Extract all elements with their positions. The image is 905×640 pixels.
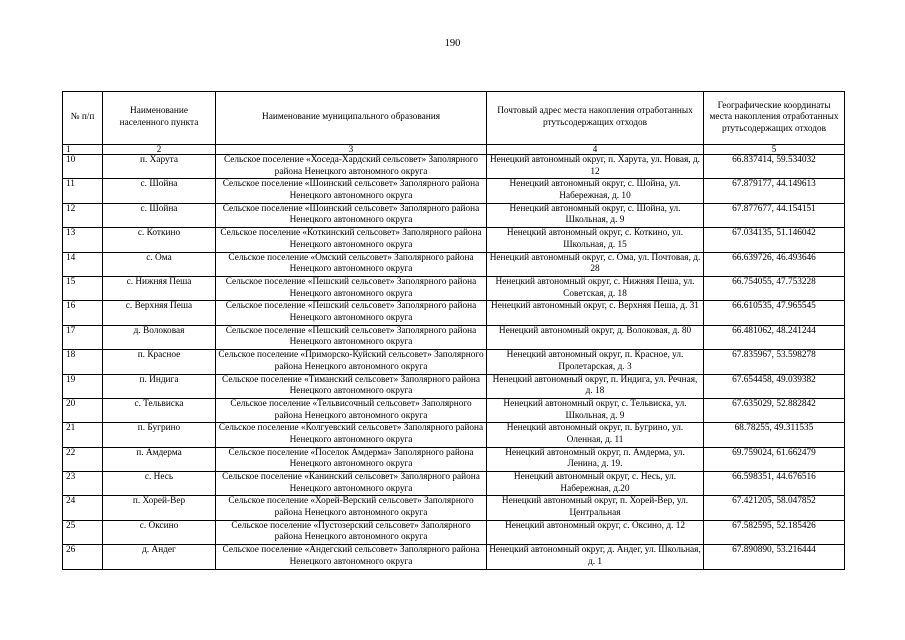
cell-coordinates: 66.610535, 47.965545	[704, 301, 845, 325]
cell-settlement: с. Тельвиска	[103, 398, 216, 422]
cell-address: Ненецкий автономный округ, п. Индига, ул. Речная, д. 18	[487, 374, 704, 398]
cell-address: Ненецкий автономный округ, с. Нижняя Пеша, ул. Советская, д. 18	[487, 276, 704, 300]
cell-settlement: п. Бугрино	[103, 423, 216, 447]
cell-settlement: с. Коткино	[103, 228, 216, 252]
cell-settlement: с. Шойна	[103, 203, 216, 227]
cell-coordinates: 67.654458, 49.039382	[704, 374, 845, 398]
cell-municipality: Сельское поселение «Коткинский сельсовет» Заполярного района Ненецкого автономного округа	[216, 228, 487, 252]
table-body	[63, 155, 845, 570]
table-row	[63, 545, 845, 569]
table-header-row	[63, 92, 845, 145]
cell-address: Ненецкий автономный округ, д. Андег, ул. Школьная, д. 1	[487, 545, 704, 569]
cell-settlement: п. Харута	[103, 155, 216, 179]
table-row	[63, 520, 845, 544]
cell-settlement: п. Хорей-Вер	[103, 496, 216, 520]
cell-coordinates: 67.582595, 52.185426	[704, 520, 845, 544]
mercury-waste-sites-table	[62, 91, 845, 570]
cell-municipality: Сельское поселение «Канинский сельсовет» Заполярного района Ненецкого автономного округа	[216, 472, 487, 496]
cell-coordinates: 67.879177, 44.149613	[704, 179, 845, 203]
table-row	[63, 374, 845, 398]
cell-municipality: Сельское поселение «Шоинский сельсовет» Заполярного района Ненецкого автономного округа	[216, 179, 487, 203]
header-num: № п/п	[63, 92, 103, 145]
cell-num: 17	[63, 325, 103, 349]
cell-num: 25	[63, 520, 103, 544]
table-row	[63, 155, 845, 179]
cell-municipality: Сельское поселение «Приморско-Куйский сельсовет» Заполярного района Ненецкого автономного округа	[216, 350, 487, 374]
cell-address: Ненецкий автономный округ, д. Волоковая, д. 80	[487, 325, 704, 349]
table-row	[63, 447, 845, 471]
cell-coordinates: 67.635029, 52.882842	[704, 398, 845, 422]
cell-address: Ненецкий автономный округ, с. Оксино, д. 12	[487, 520, 704, 544]
cell-coordinates: 67.421205, 58.047852	[704, 496, 845, 520]
cell-num: 20	[63, 398, 103, 422]
table-row	[63, 276, 845, 300]
column-number: 2	[103, 145, 216, 155]
cell-settlement: п. Индига	[103, 374, 216, 398]
cell-num: 23	[63, 472, 103, 496]
cell-num: 11	[63, 179, 103, 203]
column-number: 1	[63, 145, 103, 155]
table-row	[63, 301, 845, 325]
table-row	[63, 496, 845, 520]
cell-num: 16	[63, 301, 103, 325]
cell-address: Ненецкий автономный округ, п. Амдерма, ул. Ленина, д. 19.	[487, 447, 704, 471]
header-coordinates: Географические координаты места накопления отработанных ртутьсодержащих отходов	[704, 92, 845, 145]
cell-address: Ненецкий автономный округ, с. Несь, ул. Набережная, д.20	[487, 472, 704, 496]
cell-settlement: с. Несь	[103, 472, 216, 496]
table-row	[63, 203, 845, 227]
cell-num: 12	[63, 203, 103, 227]
table-row	[63, 252, 845, 276]
column-number: 5	[704, 145, 845, 155]
cell-settlement: д. Волоковая	[103, 325, 216, 349]
cell-num: 19	[63, 374, 103, 398]
table-row	[63, 350, 845, 374]
cell-municipality: Сельское поселение «Тиманский сельсовет» Заполярного района Ненецкого автономного округа	[216, 374, 487, 398]
cell-coordinates: 66.754055, 47.753228	[704, 276, 845, 300]
cell-num: 22	[63, 447, 103, 471]
cell-num: 26	[63, 545, 103, 569]
cell-num: 10	[63, 155, 103, 179]
cell-settlement: с. Нижняя Пеша	[103, 276, 216, 300]
column-number-row	[63, 145, 845, 155]
cell-address: Ненецкий автономный округ, п. Бугрино, ул. Оленная, д. 11	[487, 423, 704, 447]
cell-address: Ненецкий автономный округ, с. Верхняя Пеша, д. 31	[487, 301, 704, 325]
cell-municipality: Сельское поселение «Пешский сельсовет» Заполярного района Ненецкого автономного округа	[216, 301, 487, 325]
cell-settlement: с. Ома	[103, 252, 216, 276]
cell-settlement: п. Амдерма	[103, 447, 216, 471]
column-number: 4	[487, 145, 704, 155]
cell-coordinates: 67.890890, 53.216444	[704, 545, 845, 569]
cell-settlement: с. Шойна	[103, 179, 216, 203]
header-address: Почтовый адрес места накопления отработанных ртутьсодержащих отходов	[487, 92, 704, 145]
header-municipality: Наименование муниципального образования	[216, 92, 487, 145]
cell-coordinates: 66.598351, 44.676516	[704, 472, 845, 496]
cell-municipality: Сельское поселение «Хоседа-Хардский сельсовет» Заполярного района Ненецкого автономного округа	[216, 155, 487, 179]
cell-settlement: с. Оксино	[103, 520, 216, 544]
cell-coordinates: 66.639726, 46.493646	[704, 252, 845, 276]
cell-municipality: Сельское поселение «Омский сельсовет» Заполярного района Ненецкого автономного округа	[216, 252, 487, 276]
column-number: 3	[216, 145, 487, 155]
cell-coordinates: 66.481062, 48.241244	[704, 325, 845, 349]
cell-address: Ненецкий автономный округ, с. Тельвиска, ул. Школьная, д. 9	[487, 398, 704, 422]
cell-num: 18	[63, 350, 103, 374]
cell-municipality: Сельское поселение «Пешский сельсовет» Заполярного района Ненецкого автономного округа	[216, 325, 487, 349]
cell-municipality: Сельское поселение «Поселок Амдерма» Заполярного района Ненецкого автономного округа	[216, 447, 487, 471]
table-row	[63, 228, 845, 252]
cell-coordinates: 67.034135, 51.146042	[704, 228, 845, 252]
cell-coordinates: 67.877677, 44.154151	[704, 203, 845, 227]
cell-address: Ненецкий автономный округ, п. Красное, ул. Пролетарская, д. 3	[487, 350, 704, 374]
table-row	[63, 472, 845, 496]
header-settlement: Наименование населенного пункта	[103, 92, 216, 145]
cell-address: Ненецкий автономный округ, п. Харута, ул. Новая, д. 12	[487, 155, 704, 179]
table-row	[63, 325, 845, 349]
cell-address: Ненецкий автономный округ, с. Шойна, ул. Набережная, д. 10	[487, 179, 704, 203]
cell-coordinates: 68.78255, 49.311535	[704, 423, 845, 447]
cell-municipality: Сельское поселение «Тельвисочный сельсовет» Заполярного района Ненецкого автономного округа	[216, 398, 487, 422]
cell-municipality: Сельское поселение «Хорей-Верский сельсовет» Заполярного района Ненецкого автономного округа	[216, 496, 487, 520]
cell-settlement: п. Красное	[103, 350, 216, 374]
cell-num: 21	[63, 423, 103, 447]
table-row	[63, 423, 845, 447]
cell-address: Ненецкий автономный округ, п. Хорей-Вер, ул. Центральная	[487, 496, 704, 520]
cell-municipality: Сельское поселение «Пешский сельсовет» Заполярного района Ненецкого автономного округа	[216, 276, 487, 300]
table-row	[63, 179, 845, 203]
cell-address: Ненецкий автономный округ, с. Ома, ул. Почтовая, д. 28	[487, 252, 704, 276]
page-number: 190	[444, 38, 461, 49]
cell-municipality: Сельское поселение «Андегский сельсовет» Заполярного района Ненецкого автономного округа	[216, 545, 487, 569]
cell-municipality: Сельское поселение «Шоинский сельсовет» Заполярного района Ненецкого автономного округа	[216, 203, 487, 227]
cell-coordinates: 69.759024, 61.662479	[704, 447, 845, 471]
cell-settlement: с. Верхняя Пеша	[103, 301, 216, 325]
cell-address: Ненецкий автономный округ, с. Коткино, ул. Школьная, д. 15	[487, 228, 704, 252]
cell-settlement: д. Андег	[103, 545, 216, 569]
cell-num: 24	[63, 496, 103, 520]
cell-num: 13	[63, 228, 103, 252]
cell-num: 15	[63, 276, 103, 300]
cell-address: Ненецкий автономный округ, с. Шойна, ул. Школьная, д. 9	[487, 203, 704, 227]
cell-num: 14	[63, 252, 103, 276]
cell-coordinates: 66.837414, 59.534032	[704, 155, 845, 179]
cell-coordinates: 67.835967, 53.598278	[704, 350, 845, 374]
cell-municipality: Сельское поселение «Пустозерский сельсовет» Заполярного района Ненецкого автономного округа	[216, 520, 487, 544]
table-row	[63, 398, 845, 422]
cell-municipality: Сельское поселение «Колгуевский сельсовет» Заполярного района Ненецкого автономного округа	[216, 423, 487, 447]
